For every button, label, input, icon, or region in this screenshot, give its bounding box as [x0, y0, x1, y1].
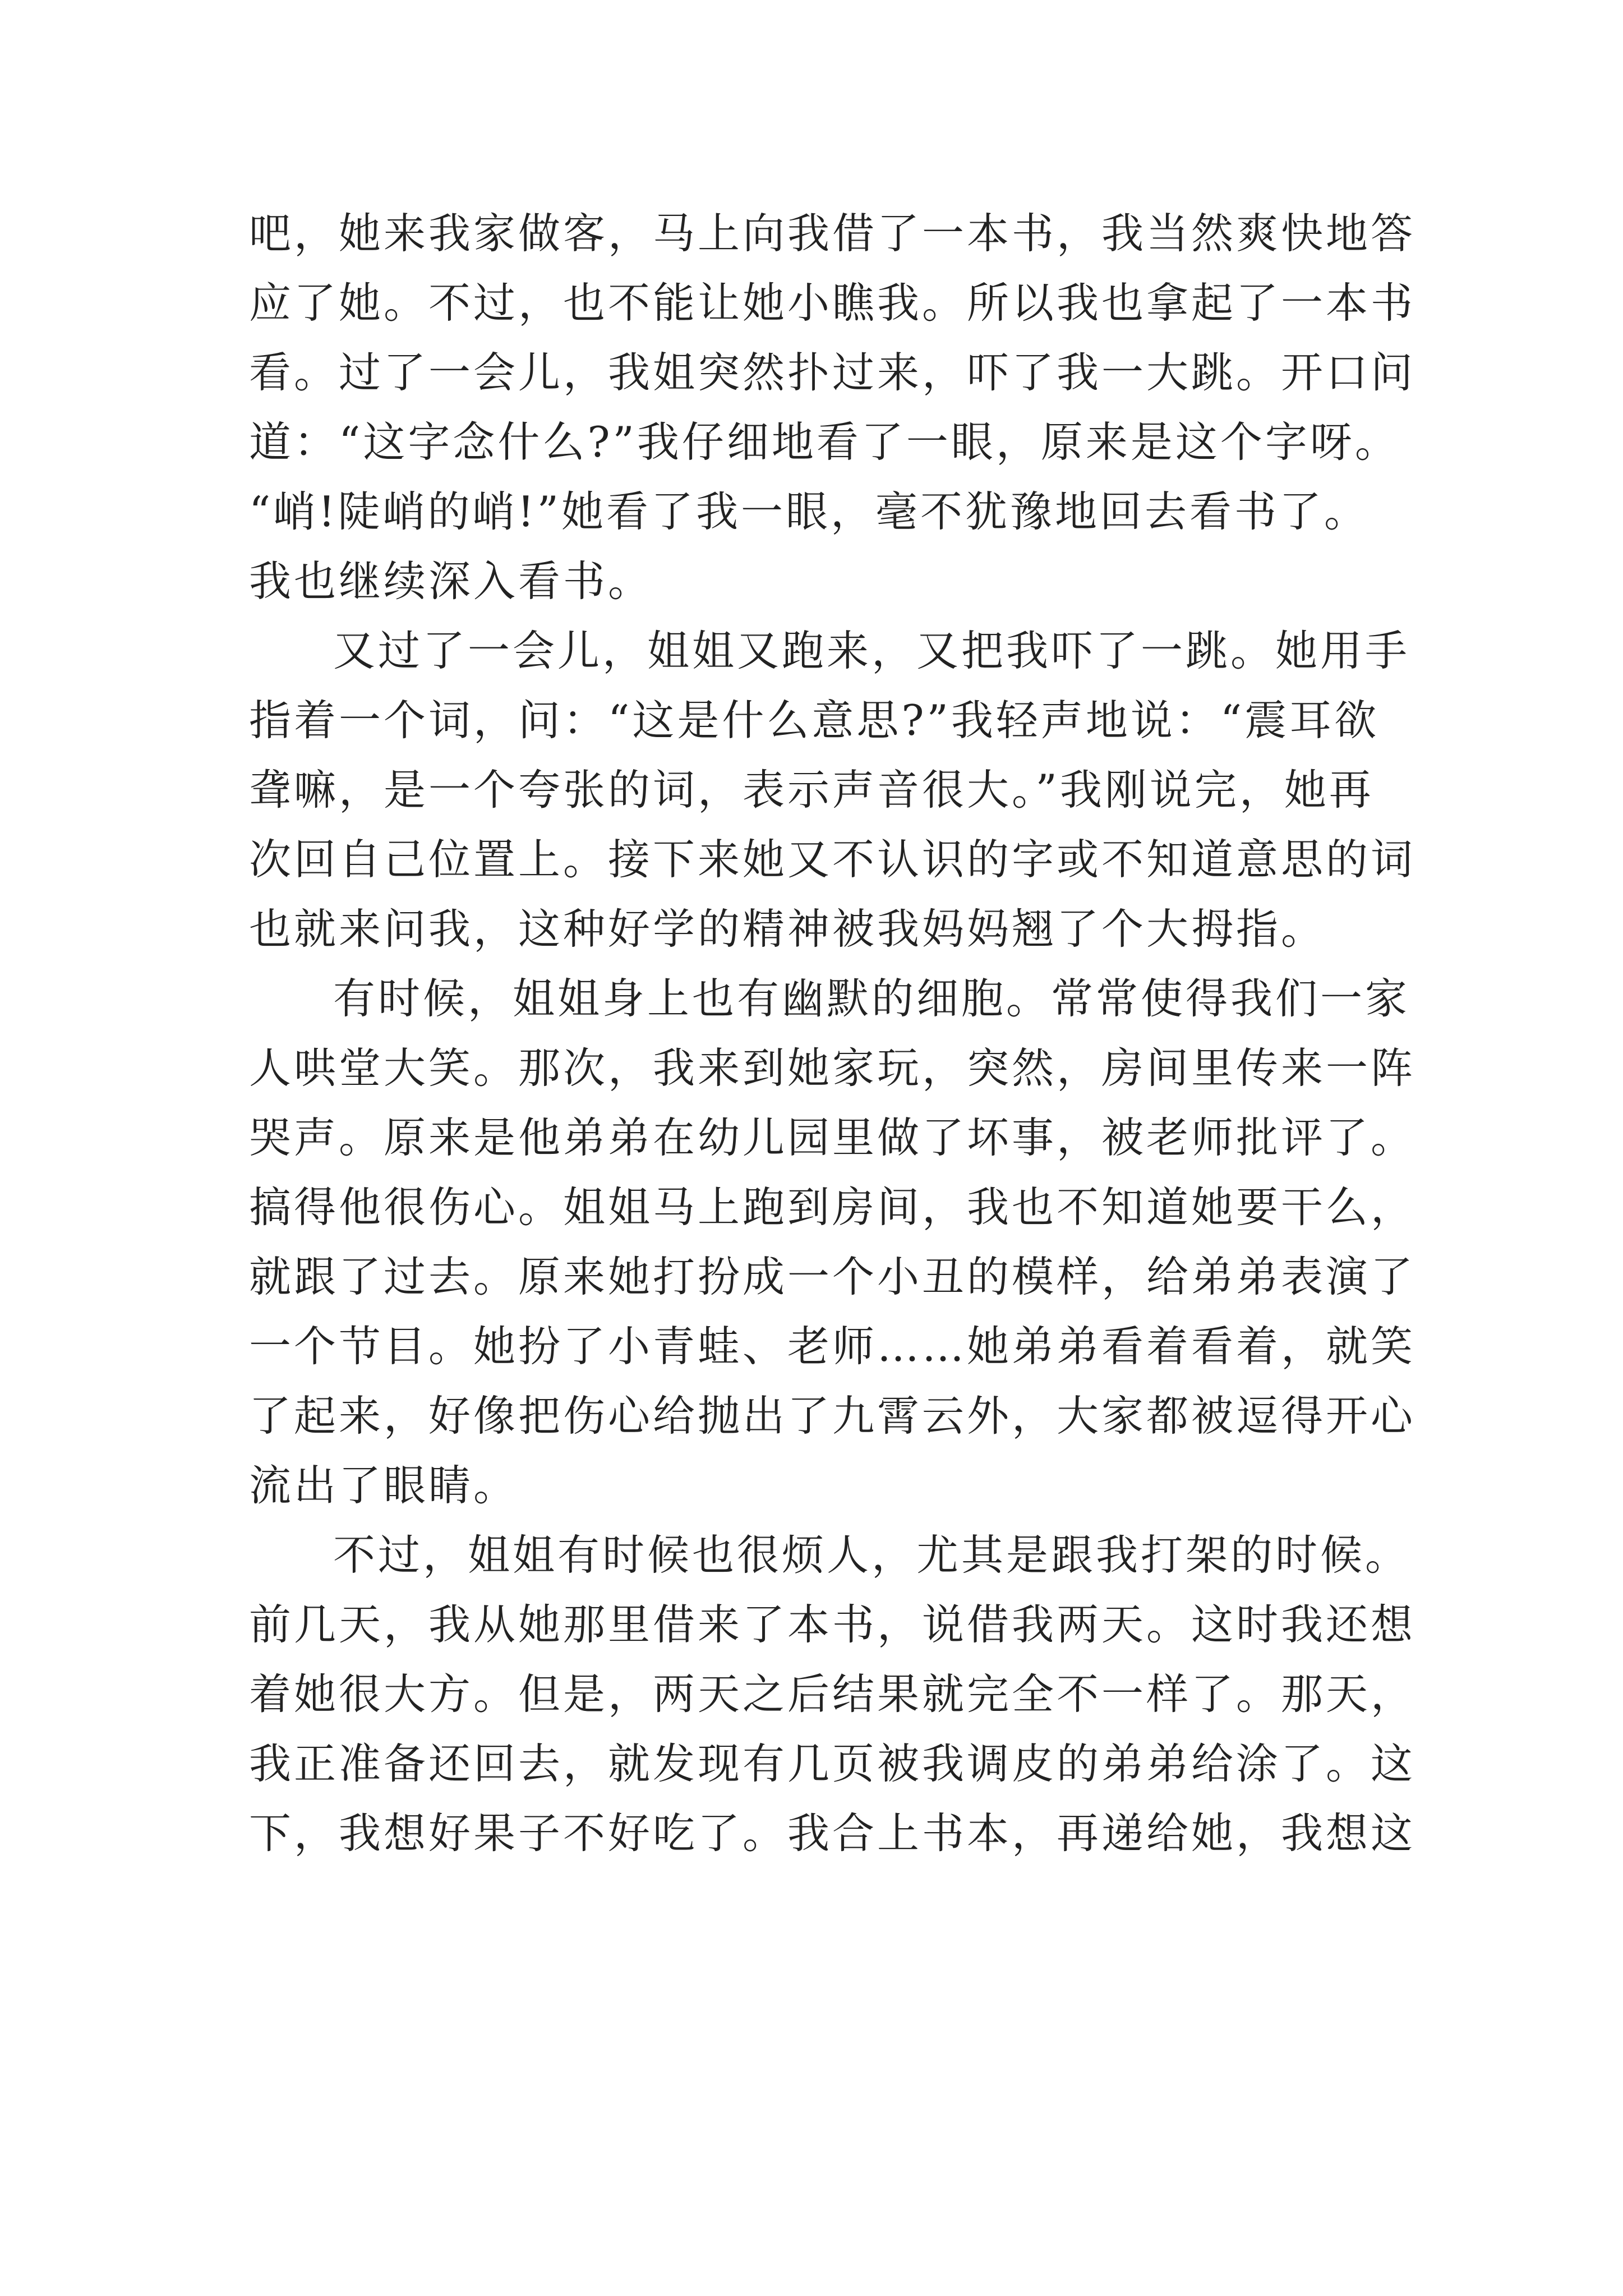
document-body [249, 199, 1416, 1868]
text-line: 指着一个词，问：“这是什么意思?”我轻声地说：“震耳欲 [249, 696, 1380, 745]
text-line: 有时候，姐姐身上也有幽默的细胞。常常使得我们一家 [333, 974, 1410, 1023]
text-line: 道：“这字念什么?”我仔细地看了一眼，原来是这个字呀。 [249, 417, 1400, 467]
text-line: 着她很大方。但是，两天之后结果就完全不一样了。那天， [249, 1669, 1416, 1719]
paragraph-4 [249, 1520, 1416, 1868]
text-line: 吧，她来我家做客，马上向我借了一本书，我当然爽快地答 [249, 209, 1416, 258]
text-line: 也就来问我，这种好学的精神被我妈妈翘了个大拇指。 [249, 904, 1326, 954]
text-line: 下，我想好果子不好吃了。我合上书本，再递给她，我想这 [249, 1809, 1416, 1858]
text-line: 看。过了一会儿，我姐突然扑过来，吓了我一大跳。开口问 [249, 348, 1416, 397]
text-line: 不过，姐姐有时候也很烦人，尤其是跟我打架的时候。 [333, 1530, 1410, 1580]
text-line: 聋嘛，是一个夸张的词，表示声音很大。”我刚说完，她再 [249, 765, 1374, 815]
text-line: 了起来，好像把伤心给抛出了九霄云外，大家都被逗得开心 [249, 1391, 1416, 1441]
text-line: 流出了眼睛。 [249, 1461, 519, 1510]
paragraph-2 [249, 616, 1416, 964]
text-line: 哭声。原来是他弟弟在幼儿园里做了坏事，被老师批评了。 [249, 1113, 1416, 1162]
text-line: “峭!陡峭的峭!”她看了我一眼，毫不犹豫地回去看书了。 [249, 487, 1369, 536]
text-line: 次回自己位置上。接下来她又不认识的字或不知道意思的词 [249, 835, 1416, 884]
text-line: 应了她。不过，也不能让她小瞧我。所以我也拿起了一本书 [249, 278, 1416, 328]
text-line: 搞得他很伤心。姐姐马上跑到房间，我也不知道她要干么， [249, 1182, 1416, 1232]
text-line: 又过了一会儿，姐姐又跑来，又把我吓了一跳。她用手 [333, 626, 1410, 675]
text-line: 我也继续深入看书。 [249, 556, 653, 606]
paragraph-1 [249, 199, 1416, 616]
text-line: 我正准备还回去，就发现有几页被我调皮的弟弟给涂了。这 [249, 1739, 1416, 1788]
text-line: 就跟了过去。原来她打扮成一个小丑的模样，给弟弟表演了 [249, 1252, 1416, 1301]
text-line: 一个节目。她扮了小青蛙、老师……她弟弟看着看着，就笑 [249, 1322, 1416, 1371]
text-line: 前几天，我从她那里借来了本书，说借我两天。这时我还想 [249, 1600, 1416, 1649]
paragraph-3 [249, 964, 1416, 1520]
text-line: 人哄堂大笑。那次，我来到她家玩，突然，房间里传来一阵 [249, 1043, 1416, 1093]
